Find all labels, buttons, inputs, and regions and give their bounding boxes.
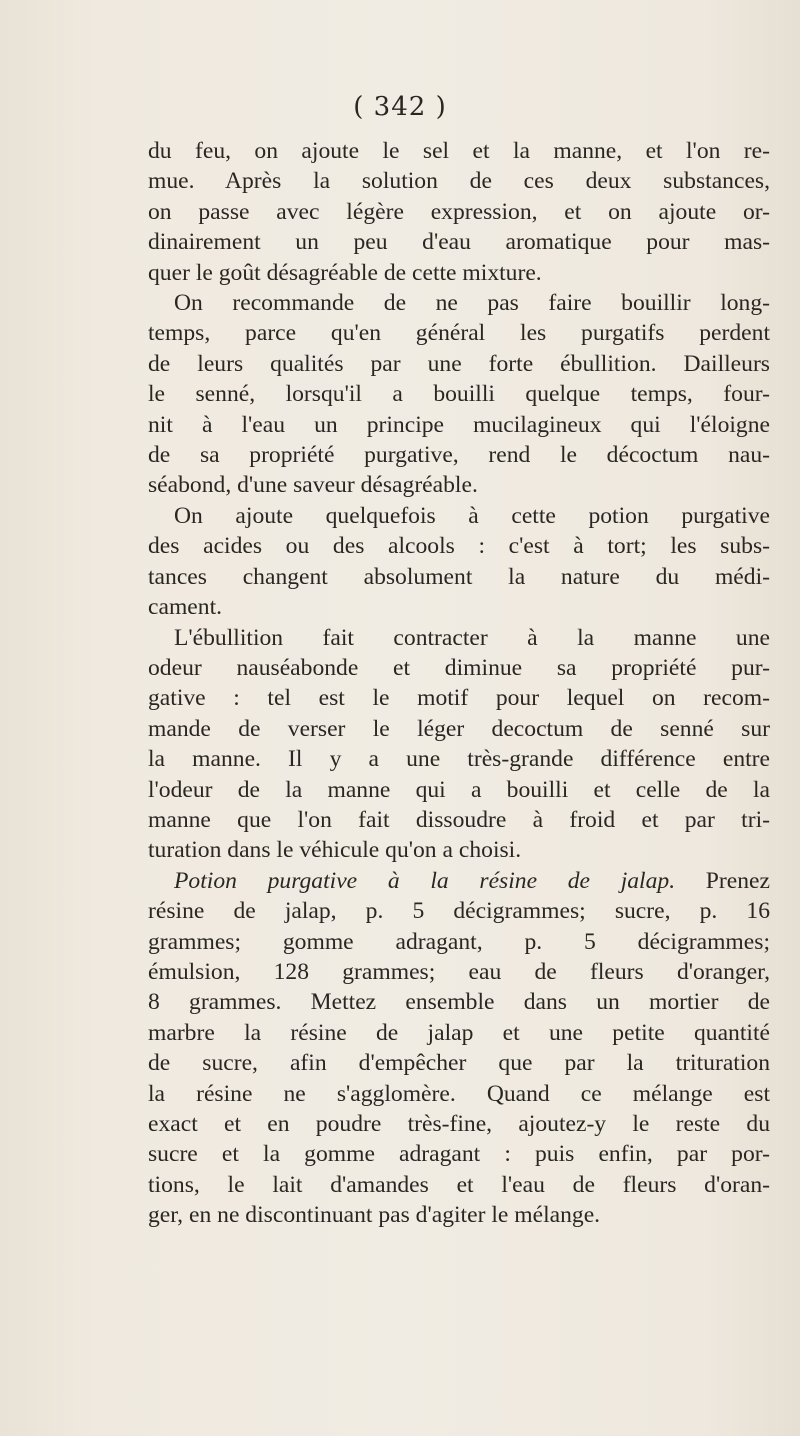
text-line: grammes; gomme adragant, p. 5 décigrammes; — [148, 928, 770, 955]
paragraph-3 — [148, 501, 770, 623]
text-line: nit à l'eau un principe mucilagineux qui l'éloigne — [148, 411, 770, 438]
text-line: exact et en poudre très-fine, ajoutez-y le reste du — [148, 1111, 770, 1137]
text-line: résine de jalap, p. 5 décigrammes; sucre, p. 16 — [148, 898, 770, 925]
text-line: mande de verser le léger decoctum de senné sur — [148, 715, 770, 742]
text-line: du feu, on ajoute le sel et la manne, et l'on re- — [148, 138, 770, 164]
text-line: 8 grammes. Mettez ensemble dans un mortier de — [148, 989, 770, 1016]
text-line: marbre la résine de jalap et une petite quantité — [148, 1019, 770, 1046]
text-line: odeur nauséabonde et diminue sa propriété pur- — [148, 654, 770, 681]
page-number: ( 342 ) — [353, 92, 447, 122]
text-line: le senné, lorsqu'il a bouilli quelque temps, four- — [148, 381, 770, 408]
text-line: ger, en ne discontinuant pas d'agiter le mélange. — [148, 1202, 601, 1229]
text-line: quer le goût désagréable de cette mixture. — [148, 259, 542, 286]
text-line: L'ébullition fait contracter à la manne une — [174, 624, 770, 651]
text-line: gative : tel est le motif pour lequel on recom- — [148, 685, 770, 712]
text-line: On recommande de ne pas faire bouillir long- — [174, 290, 770, 317]
paragraph-2 — [148, 288, 770, 501]
page-body — [148, 136, 770, 1231]
text-line: turation dans le véhicule qu'on a choisi. — [148, 837, 522, 864]
text-line: l'odeur de la manne qui a bouilli et celle de la — [148, 776, 770, 803]
text-line: mue. Après la solution de ces deux substances, — [148, 168, 770, 195]
paragraph-4 — [148, 623, 770, 866]
text-line: cament. — [148, 594, 223, 621]
text-line: émulsion, 128 grammes; eau de fleurs d'oranger, — [148, 958, 770, 985]
text-line: de sa propriété purgative, rend le décoctum nau- — [148, 442, 770, 469]
paragraph-5 — [148, 866, 770, 1231]
text-line: des acides ou des alcools : c'est à tort; les subs- — [148, 533, 770, 560]
recipe-title-rest: Prenez — [675, 867, 770, 894]
text-line: de sucre, afin d'empêcher que par la trituration — [148, 1050, 770, 1077]
recipe-title: Potion purgative à la résine de jalap. — [174, 867, 676, 894]
text-line: temps, parce qu'en général les purgatifs perdent — [148, 320, 770, 347]
text-line: la manne. Il y a une très-grande différence entre — [148, 746, 770, 773]
text-line: tions, le lait d'amandes et l'eau de fleurs d'oran- — [148, 1171, 770, 1198]
text-line — [148, 866, 770, 896]
text-line: dinairement un peu d'eau aromatique pour mas- — [148, 229, 770, 256]
text-line: sucre et la gomme adragant : puis enfin, par por- — [148, 1141, 770, 1168]
text-line: tances changent absolument la nature du médi- — [148, 563, 770, 590]
text-line: la résine ne s'agglomère. Quand ce mélange est — [148, 1080, 770, 1107]
text-line: On ajoute quelquefois à cette potion purgative — [174, 502, 770, 529]
text-line: on passe avec légère expression, et on ajoute or- — [148, 198, 770, 225]
text-line: séabond, d'une saveur désagréable. — [148, 472, 478, 499]
text-line: de leurs qualités par une forte ébullition. Dailleurs — [148, 350, 770, 377]
paragraph-1 — [148, 136, 770, 288]
text-line: manne que l'on fait dissoudre à froid et par tri- — [148, 806, 770, 833]
